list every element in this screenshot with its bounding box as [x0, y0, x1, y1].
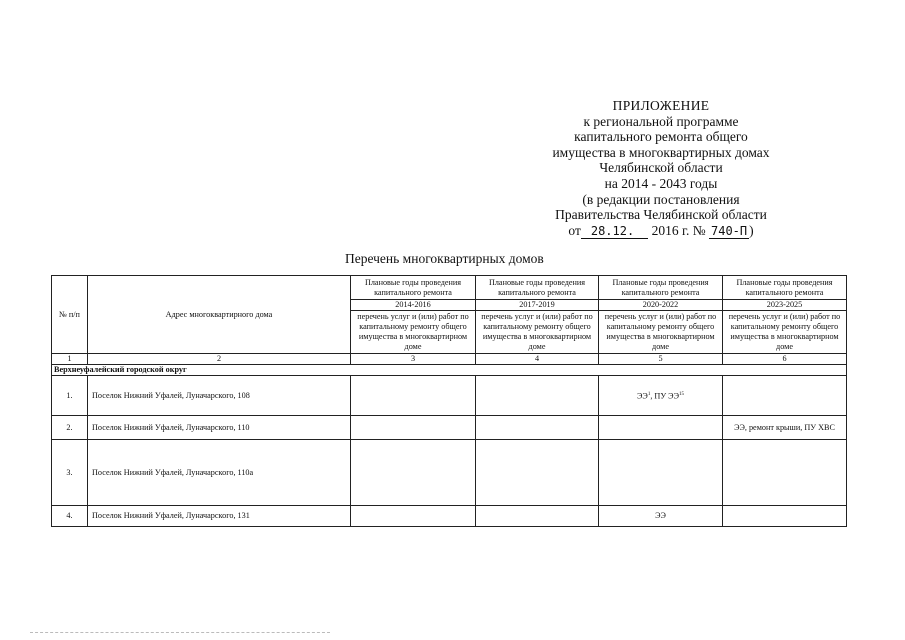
service-header: перечень услуг и (или) работ по капитальному ремонту общего имущества в многоквартирном доме [476, 311, 599, 354]
header-num: № п/п [52, 276, 88, 354]
header-line: имущества в многоквартирных домах [552, 144, 770, 160]
column-index: 3 [351, 354, 476, 365]
row-address: Поселок Нижний Уфалей, Луначарского, 110а [88, 440, 351, 506]
row-number: 3. [52, 440, 88, 506]
header-period-label: Плановые годы проведения капитального ремонта [476, 276, 599, 300]
row-address: Поселок Нижний Уфалей, Луначарского, 108 [88, 376, 351, 416]
row-period-1 [351, 416, 476, 440]
table-row [52, 376, 847, 416]
handwritten-number: 740-П [711, 223, 748, 238]
table-row [52, 506, 847, 527]
period-years: 2023-2025 [723, 300, 847, 311]
header-line: к региональной программе [583, 113, 739, 129]
row-number: 2. [52, 416, 88, 440]
appendix-title: ПРИЛОЖЕНИЕ [612, 98, 710, 113]
row-number: 4. [52, 506, 88, 527]
service-header: перечень услуг и (или) работ по капитальному ремонту общего имущества в многоквартирном доме [351, 311, 476, 354]
column-index: 2 [88, 354, 351, 365]
buildings-table [51, 275, 847, 527]
row-period-2 [476, 376, 599, 416]
list-title: Перечень многоквартирных домов [345, 251, 544, 266]
header-line: (в редакции постановления [582, 191, 740, 207]
header-address: Адрес многоквартирного дома [88, 276, 351, 354]
table-row [52, 440, 847, 506]
close-paren: ) [749, 222, 754, 238]
header-period-label: Плановые годы проведения капитального ремонта [723, 276, 847, 300]
row-period-1 [351, 440, 476, 506]
column-index: 5 [599, 354, 723, 365]
table-row [52, 416, 847, 440]
column-index: 4 [476, 354, 599, 365]
header-line: Правительства Челябинской области [555, 207, 767, 223]
section-district: Верхнеуфалейский городской округ [52, 365, 847, 376]
header-line: Челябинской области [599, 160, 723, 176]
header-period-label: Плановые годы проведения капитального ремонта [599, 276, 723, 300]
service-header: перечень услуг и (или) работ по капитальному ремонту общего имущества в многоквартирном доме [723, 311, 847, 354]
header-line: капитального ремонта общего [574, 129, 748, 145]
row-period-4: ЭЭ, ремонт крыши, ПУ ХВС [723, 416, 847, 440]
row-period-1 [351, 376, 476, 416]
row-period-3 [599, 416, 723, 440]
row-period-2 [476, 440, 599, 506]
handwritten-date: 28.12. [581, 224, 648, 239]
scan-artifact [30, 632, 330, 636]
row-period-2 [476, 416, 599, 440]
row-period-3: $ЭЭ^1$, ПУ ЭЭ$^{15}$ [599, 376, 723, 416]
period-years: 2020-2022 [599, 300, 723, 311]
row-period-2 [476, 506, 599, 527]
row-period-3: ЭЭ [599, 506, 723, 527]
header-line: на 2014 - 2043 годы [604, 175, 718, 191]
column-index: 1 [52, 354, 88, 365]
row-period-3 [599, 440, 723, 506]
appendix-header [520, 98, 802, 239]
row-address: Поселок Нижний Уфалей, Луначарского, 131 [88, 506, 351, 527]
row-period-4 [723, 506, 847, 527]
row-number: 1. [52, 376, 88, 416]
year-text: 2016 г. № [651, 222, 706, 238]
date-prefix: от [568, 222, 581, 238]
row-period-4 [723, 376, 847, 416]
resolution-date-line [520, 223, 802, 240]
row-period-4 [723, 440, 847, 506]
header-period-label: Плановые годы проведения капитального ремонта [351, 276, 476, 300]
column-index: 6 [723, 354, 847, 365]
row-period-1 [351, 506, 476, 527]
period-years: 2014-2016 [351, 300, 476, 311]
row-address: Поселок Нижний Уфалей, Луначарского, 110 [88, 416, 351, 440]
period-years: 2017-2019 [476, 300, 599, 311]
service-header: перечень услуг и (или) работ по капитальному ремонту общего имущества в многоквартирном доме [599, 311, 723, 354]
